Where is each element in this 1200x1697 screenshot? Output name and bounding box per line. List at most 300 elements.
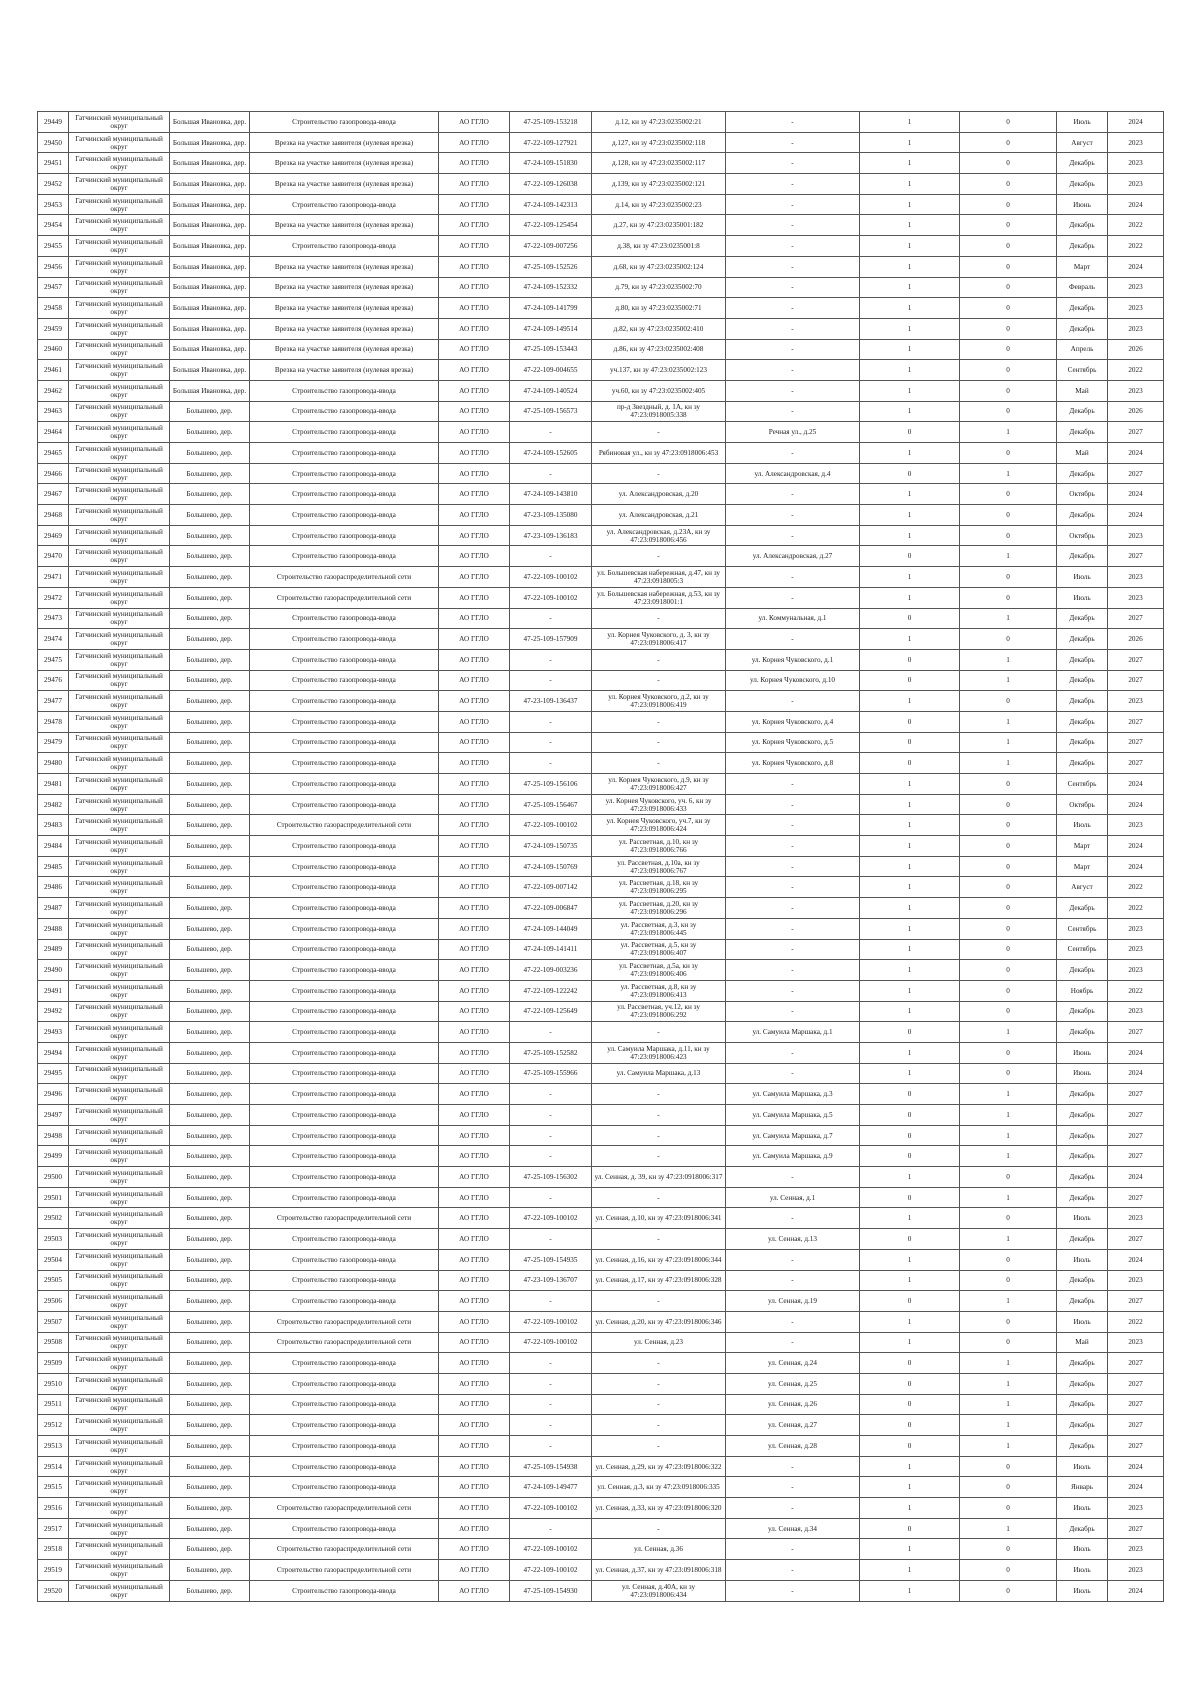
organization-cell: АО ГГЛО xyxy=(439,1456,510,1477)
plot-address-cell: д.86, кн зу 47:23:0235002:408 xyxy=(592,339,726,360)
organization-cell: АО ГГЛО xyxy=(439,836,510,857)
organization-cell: АО ГГЛО xyxy=(439,1249,510,1270)
table-row xyxy=(38,1229,1164,1250)
organization-cell: АО ГГЛО xyxy=(439,132,510,153)
plot-address-cell: д.82, кн зу 47:23:0235002:410 xyxy=(592,318,726,339)
organization-cell: АО ГГЛО xyxy=(439,1518,510,1539)
row-number-cell: 29498 xyxy=(38,1125,69,1146)
work-type-cell: Строительство газопровода-ввода xyxy=(250,112,439,133)
count-1-cell: 1 xyxy=(860,380,960,401)
month-cell: Июль xyxy=(1057,1539,1108,1560)
plot-address-cell: д.139, кн зу 47:23:0235002:121 xyxy=(592,174,726,195)
settlement-cell: Большево, дер. xyxy=(170,1167,250,1188)
count-2-cell: 1 xyxy=(960,1084,1057,1105)
count-2-cell: 0 xyxy=(960,691,1057,712)
cadastral-number-cell: 47-24-109-140524 xyxy=(510,380,592,401)
settlement-cell: Большево, дер. xyxy=(170,608,250,629)
address-cell: ул. Сенная, д.34 xyxy=(726,1518,860,1539)
year-cell: 2023 xyxy=(1108,153,1164,174)
plot-address-cell: ул. Самуила Маршака, д.11, кн зу 47:23:0918006:423 xyxy=(592,1042,726,1063)
settlement-cell: Большая Ивановка, дер. xyxy=(170,174,250,195)
month-cell: Декабрь xyxy=(1057,153,1108,174)
cadastral-number-cell: 47-23-109-136437 xyxy=(510,691,592,712)
table-row xyxy=(38,1146,1164,1167)
count-1-cell: 1 xyxy=(860,918,960,939)
plot-address-cell: ул. Сенная, д.10, кн зу 47:23:0918006:341 xyxy=(592,1208,726,1229)
organization-cell: АО ГГЛО xyxy=(439,567,510,588)
cadastral-number-cell: 47-22-109-125454 xyxy=(510,215,592,236)
settlement-cell: Большево, дер. xyxy=(170,691,250,712)
work-type-cell: Строительство газопровода-ввода xyxy=(250,422,439,443)
district-cell: Гатчинский муниципальный округ xyxy=(69,1311,170,1332)
plot-address-cell: - xyxy=(592,1394,726,1415)
settlement-cell: Большево, дер. xyxy=(170,753,250,774)
table-row xyxy=(38,1394,1164,1415)
settlement-cell: Большево, дер. xyxy=(170,877,250,898)
work-type-cell: Строительство газопровода-ввода xyxy=(250,649,439,670)
table-row xyxy=(38,1518,1164,1539)
table-row xyxy=(38,1291,1164,1312)
table-row xyxy=(38,215,1164,236)
address-cell: - xyxy=(726,691,860,712)
plot-address-cell: - xyxy=(592,711,726,732)
address-cell: - xyxy=(726,174,860,195)
year-cell: 2026 xyxy=(1108,401,1164,422)
year-cell: 2027 xyxy=(1108,1436,1164,1457)
cadastral-number-cell: - xyxy=(510,1436,592,1457)
plot-address-cell: ул. Сенная, д.36 xyxy=(592,1539,726,1560)
district-cell: Гатчинский муниципальный округ xyxy=(69,1125,170,1146)
count-1-cell: 1 xyxy=(860,1270,960,1291)
count-2-cell: 0 xyxy=(960,567,1057,588)
district-cell: Гатчинский муниципальный округ xyxy=(69,1373,170,1394)
plot-address-cell: ул. Большевская набережная, д.53, кн зу 47:23:0918001:1 xyxy=(592,587,726,608)
year-cell: 2022 xyxy=(1108,877,1164,898)
year-cell: 2024 xyxy=(1108,1249,1164,1270)
count-1-cell: 1 xyxy=(860,256,960,277)
work-type-cell: Строительство газопровода-ввода xyxy=(250,1187,439,1208)
row-number-cell: 29507 xyxy=(38,1311,69,1332)
organization-cell: АО ГГЛО xyxy=(439,1229,510,1250)
count-1-cell: 1 xyxy=(860,1042,960,1063)
district-cell: Гатчинский муниципальный округ xyxy=(69,753,170,774)
row-number-cell: 29489 xyxy=(38,939,69,960)
organization-cell: АО ГГЛО xyxy=(439,587,510,608)
table-row xyxy=(38,1084,1164,1105)
month-cell: Июнь xyxy=(1057,1063,1108,1084)
count-1-cell: 1 xyxy=(860,215,960,236)
year-cell: 2027 xyxy=(1108,732,1164,753)
organization-cell: АО ГГЛО xyxy=(439,112,510,133)
count-1-cell: 0 xyxy=(860,608,960,629)
settlement-cell: Большая Ивановка, дер. xyxy=(170,132,250,153)
year-cell: 2027 xyxy=(1108,711,1164,732)
count-2-cell: 1 xyxy=(960,1518,1057,1539)
work-type-cell: Строительство газопровода-ввода xyxy=(250,794,439,815)
table-row xyxy=(38,1332,1164,1353)
table-row xyxy=(38,422,1164,443)
district-cell: Гатчинский муниципальный округ xyxy=(69,567,170,588)
work-type-cell: Строительство газопровода-ввода xyxy=(250,629,439,650)
cadastral-number-cell: 47-22-109-100102 xyxy=(510,1208,592,1229)
address-cell: - xyxy=(726,980,860,1001)
year-cell: 2027 xyxy=(1108,1518,1164,1539)
plot-address-cell: ул. Рассветная, д.10а, кн зу 47:23:0918006:767 xyxy=(592,856,726,877)
cadastral-number-cell: - xyxy=(510,1146,592,1167)
row-number-cell: 29484 xyxy=(38,836,69,857)
year-cell: 2023 xyxy=(1108,587,1164,608)
table-row xyxy=(38,1415,1164,1436)
count-2-cell: 0 xyxy=(960,815,1057,836)
settlement-cell: Большево, дер. xyxy=(170,918,250,939)
year-cell: 2026 xyxy=(1108,629,1164,650)
year-cell: 2023 xyxy=(1108,960,1164,981)
month-cell: Декабрь xyxy=(1057,1415,1108,1436)
table-row xyxy=(38,277,1164,298)
cadastral-number-cell: 47-22-109-100102 xyxy=(510,1560,592,1581)
address-cell: - xyxy=(726,194,860,215)
cadastral-number-cell: 47-24-109-152332 xyxy=(510,277,592,298)
count-2-cell: 0 xyxy=(960,277,1057,298)
row-number-cell: 29472 xyxy=(38,587,69,608)
work-type-cell: Строительство газопровода-ввода xyxy=(250,1001,439,1022)
address-cell: - xyxy=(726,918,860,939)
table-row xyxy=(38,670,1164,691)
count-2-cell: 0 xyxy=(960,587,1057,608)
count-2-cell: 0 xyxy=(960,794,1057,815)
cadastral-number-cell: 47-22-109-100102 xyxy=(510,1539,592,1560)
row-number-cell: 29475 xyxy=(38,649,69,670)
district-cell: Гатчинский муниципальный округ xyxy=(69,774,170,795)
organization-cell: АО ГГЛО xyxy=(439,1063,510,1084)
district-cell: Гатчинский муниципальный округ xyxy=(69,918,170,939)
row-number-cell: 29479 xyxy=(38,732,69,753)
organization-cell: АО ГГЛО xyxy=(439,649,510,670)
work-type-cell: Строительство газопровода-ввода xyxy=(250,711,439,732)
year-cell: 2023 xyxy=(1108,1270,1164,1291)
cadastral-number-cell: 47-24-109-149477 xyxy=(510,1477,592,1498)
address-cell: - xyxy=(726,132,860,153)
cadastral-number-cell: 47-22-109-100102 xyxy=(510,1332,592,1353)
month-cell: Декабрь xyxy=(1057,1187,1108,1208)
table-row xyxy=(38,1580,1164,1601)
work-type-cell: Строительство газопровода-ввода xyxy=(250,1125,439,1146)
row-number-cell: 29474 xyxy=(38,629,69,650)
address-cell: - xyxy=(726,629,860,650)
work-type-cell: Строительство газопровода-ввода xyxy=(250,194,439,215)
settlement-cell: Большево, дер. xyxy=(170,670,250,691)
table-row xyxy=(38,1270,1164,1291)
table-row xyxy=(38,256,1164,277)
plot-address-cell: - xyxy=(592,649,726,670)
settlement-cell: Большево, дер. xyxy=(170,463,250,484)
work-type-cell: Врезка на участке заявителя (нулевая врезка) xyxy=(250,360,439,381)
month-cell: Декабрь xyxy=(1057,1291,1108,1312)
cadastral-number-cell: 47-22-109-006847 xyxy=(510,898,592,919)
address-cell: ул. Самуила Маршака, д.5 xyxy=(726,1105,860,1126)
count-2-cell: 0 xyxy=(960,505,1057,526)
settlement-cell: Большево, дер. xyxy=(170,1311,250,1332)
address-cell: - xyxy=(726,567,860,588)
row-number-cell: 29455 xyxy=(38,236,69,257)
work-type-cell: Строительство газопровода-ввода xyxy=(250,1477,439,1498)
address-cell: ул. Сенная, д.26 xyxy=(726,1394,860,1415)
address-cell: - xyxy=(726,505,860,526)
district-cell: Гатчинский муниципальный округ xyxy=(69,277,170,298)
work-type-cell: Врезка на участке заявителя (нулевая врезка) xyxy=(250,174,439,195)
organization-cell: АО ГГЛО xyxy=(439,918,510,939)
district-cell: Гатчинский муниципальный округ xyxy=(69,1332,170,1353)
month-cell: Ноябрь xyxy=(1057,980,1108,1001)
work-type-cell: Врезка на участке заявителя (нулевая врезка) xyxy=(250,318,439,339)
count-1-cell: 1 xyxy=(860,939,960,960)
district-cell: Гатчинский муниципальный округ xyxy=(69,1063,170,1084)
table-row xyxy=(38,918,1164,939)
count-1-cell: 0 xyxy=(860,1146,960,1167)
work-type-cell: Строительство газопровода-ввода xyxy=(250,898,439,919)
address-cell: - xyxy=(726,298,860,319)
count-1-cell: 1 xyxy=(860,629,960,650)
year-cell: 2023 xyxy=(1108,918,1164,939)
year-cell: 2027 xyxy=(1108,670,1164,691)
count-2-cell: 1 xyxy=(960,546,1057,567)
work-type-cell: Строительство газопровода-ввода xyxy=(250,1042,439,1063)
work-type-cell: Строительство газораспределительной сети xyxy=(250,815,439,836)
cadastral-number-cell: 47-24-109-141411 xyxy=(510,939,592,960)
settlement-cell: Большево, дер. xyxy=(170,401,250,422)
table-row xyxy=(38,856,1164,877)
cadastral-number-cell: - xyxy=(510,1291,592,1312)
row-number-cell: 29503 xyxy=(38,1229,69,1250)
plot-address-cell: - xyxy=(592,1187,726,1208)
year-cell: 2027 xyxy=(1108,1394,1164,1415)
settlement-cell: Большая Ивановка, дер. xyxy=(170,380,250,401)
plot-address-cell: ул. Сенная, д.33, кн зу 47:23:0918006:320 xyxy=(592,1498,726,1519)
work-type-cell: Строительство газопровода-ввода xyxy=(250,1146,439,1167)
row-number-cell: 29452 xyxy=(38,174,69,195)
address-cell: - xyxy=(726,256,860,277)
organization-cell: АО ГГЛО xyxy=(439,608,510,629)
settlement-cell: Большево, дер. xyxy=(170,422,250,443)
work-type-cell: Строительство газопровода-ввода xyxy=(250,1084,439,1105)
table-row xyxy=(38,1373,1164,1394)
month-cell: Июль xyxy=(1057,1456,1108,1477)
cadastral-number-cell: - xyxy=(510,732,592,753)
cadastral-number-cell: - xyxy=(510,1187,592,1208)
count-1-cell: 1 xyxy=(860,277,960,298)
address-cell: - xyxy=(726,774,860,795)
plot-address-cell: - xyxy=(592,1518,726,1539)
row-number-cell: 29520 xyxy=(38,1580,69,1601)
year-cell: 2027 xyxy=(1108,422,1164,443)
plot-address-cell: ул. Сенная, д.17, кн зу 47:23:0918006:328 xyxy=(592,1270,726,1291)
plot-address-cell: д.38, кн зу 47:23:0235001:8 xyxy=(592,236,726,257)
year-cell: 2022 xyxy=(1108,1311,1164,1332)
cadastral-number-cell: 47-25-109-156106 xyxy=(510,774,592,795)
settlement-cell: Большево, дер. xyxy=(170,1001,250,1022)
district-cell: Гатчинский муниципальный округ xyxy=(69,298,170,319)
organization-cell: АО ГГЛО xyxy=(439,1146,510,1167)
count-2-cell: 1 xyxy=(960,1373,1057,1394)
address-cell: ул. Александровская, д.4 xyxy=(726,463,860,484)
month-cell: Март xyxy=(1057,256,1108,277)
address-cell: - xyxy=(726,877,860,898)
row-number-cell: 29454 xyxy=(38,215,69,236)
year-cell: 2026 xyxy=(1108,339,1164,360)
row-number-cell: 29457 xyxy=(38,277,69,298)
count-1-cell: 1 xyxy=(860,774,960,795)
table-row xyxy=(38,525,1164,546)
count-1-cell: 1 xyxy=(860,567,960,588)
district-cell: Гатчинский муниципальный округ xyxy=(69,711,170,732)
count-2-cell: 0 xyxy=(960,256,1057,277)
count-1-cell: 0 xyxy=(860,1187,960,1208)
organization-cell: АО ГГЛО xyxy=(439,980,510,1001)
organization-cell: АО ГГЛО xyxy=(439,856,510,877)
district-cell: Гатчинский муниципальный округ xyxy=(69,1187,170,1208)
settlement-cell: Большая Ивановка, дер. xyxy=(170,298,250,319)
settlement-cell: Большая Ивановка, дер. xyxy=(170,194,250,215)
table-row xyxy=(38,546,1164,567)
settlement-cell: Большево, дер. xyxy=(170,1146,250,1167)
address-cell: ул. Александровская, д.27 xyxy=(726,546,860,567)
cadastral-number-cell: 47-25-109-152526 xyxy=(510,256,592,277)
address-cell: - xyxy=(726,815,860,836)
address-cell: - xyxy=(726,1311,860,1332)
row-number-cell: 29506 xyxy=(38,1291,69,1312)
row-number-cell: 29495 xyxy=(38,1063,69,1084)
month-cell: Декабрь xyxy=(1057,1146,1108,1167)
count-2-cell: 0 xyxy=(960,380,1057,401)
month-cell: Октябрь xyxy=(1057,525,1108,546)
count-2-cell: 0 xyxy=(960,174,1057,195)
table-row xyxy=(38,1022,1164,1043)
year-cell: 2027 xyxy=(1108,1084,1164,1105)
year-cell: 2024 xyxy=(1108,1580,1164,1601)
month-cell: Декабрь xyxy=(1057,1167,1108,1188)
count-1-cell: 1 xyxy=(860,587,960,608)
plot-address-cell: Рябиновая ул., кн зу 47:23:0918006:453 xyxy=(592,443,726,464)
count-1-cell: 1 xyxy=(860,112,960,133)
table-row xyxy=(38,1042,1164,1063)
settlement-cell: Большево, дер. xyxy=(170,1208,250,1229)
organization-cell: АО ГГЛО xyxy=(439,753,510,774)
count-2-cell: 1 xyxy=(960,608,1057,629)
count-1-cell: 1 xyxy=(860,1208,960,1229)
work-type-cell: Врезка на участке заявителя (нулевая врезка) xyxy=(250,215,439,236)
count-1-cell: 1 xyxy=(860,856,960,877)
row-number-cell: 29516 xyxy=(38,1498,69,1519)
year-cell: 2024 xyxy=(1108,194,1164,215)
work-type-cell: Строительство газораспределительной сети xyxy=(250,567,439,588)
organization-cell: АО ГГЛО xyxy=(439,153,510,174)
work-type-cell: Строительство газопровода-ввода xyxy=(250,856,439,877)
table-row xyxy=(38,174,1164,195)
row-number-cell: 29460 xyxy=(38,339,69,360)
count-2-cell: 1 xyxy=(960,1105,1057,1126)
address-cell: - xyxy=(726,856,860,877)
year-cell: 2022 xyxy=(1108,898,1164,919)
table-row xyxy=(38,587,1164,608)
plot-address-cell: ул. Большевская набережная, д.47, кн зу 47:23:0918005:3 xyxy=(592,567,726,588)
district-cell: Гатчинский муниципальный округ xyxy=(69,1560,170,1581)
count-2-cell: 1 xyxy=(960,422,1057,443)
district-cell: Гатчинский муниципальный округ xyxy=(69,649,170,670)
district-cell: Гатчинский муниципальный округ xyxy=(69,443,170,464)
organization-cell: АО ГГЛО xyxy=(439,546,510,567)
cadastral-number-cell: - xyxy=(510,711,592,732)
address-cell: ул. Корнея Чуковского, д.1 xyxy=(726,649,860,670)
count-2-cell: 0 xyxy=(960,774,1057,795)
count-1-cell: 1 xyxy=(860,1063,960,1084)
district-cell: Гатчинский муниципальный округ xyxy=(69,1415,170,1436)
district-cell: Гатчинский муниципальный округ xyxy=(69,1208,170,1229)
table-row xyxy=(38,1311,1164,1332)
year-cell: 2023 xyxy=(1108,132,1164,153)
count-2-cell: 0 xyxy=(960,1580,1057,1601)
table-row xyxy=(38,567,1164,588)
work-type-cell: Строительство газопровода-ввода xyxy=(250,939,439,960)
address-cell: ул. Сенная, д.13 xyxy=(726,1229,860,1250)
settlement-cell: Большая Ивановка, дер. xyxy=(170,339,250,360)
settlement-cell: Большево, дер. xyxy=(170,1580,250,1601)
count-2-cell: 1 xyxy=(960,1229,1057,1250)
work-type-cell: Строительство газопровода-ввода xyxy=(250,1105,439,1126)
month-cell: Сентябрь xyxy=(1057,918,1108,939)
plot-address-cell: ул. Сенная, д.3, кн зу 47:23:0918006:335 xyxy=(592,1477,726,1498)
address-cell: ул. Самуила Маршака, д.3 xyxy=(726,1084,860,1105)
address-cell: - xyxy=(726,153,860,174)
plot-address-cell: ул. Сенная, д.29, кн зу 47:23:0918006:322 xyxy=(592,1456,726,1477)
count-1-cell: 0 xyxy=(860,1022,960,1043)
work-type-cell: Строительство газопровода-ввода xyxy=(250,1353,439,1374)
count-1-cell: 0 xyxy=(860,753,960,774)
plot-address-cell: ул. Рассветная, д.3, кн зу 47:23:0918006:445 xyxy=(592,918,726,939)
work-type-cell: Строительство газопровода-ввода xyxy=(250,1167,439,1188)
year-cell: 2027 xyxy=(1108,546,1164,567)
month-cell: Июль xyxy=(1057,587,1108,608)
work-type-cell: Строительство газопровода-ввода xyxy=(250,980,439,1001)
row-number-cell: 29483 xyxy=(38,815,69,836)
work-type-cell: Строительство газопровода-ввода xyxy=(250,1580,439,1601)
organization-cell: АО ГГЛО xyxy=(439,1373,510,1394)
count-2-cell: 0 xyxy=(960,153,1057,174)
table-row xyxy=(38,132,1164,153)
address-cell: ул. Сенная, д.24 xyxy=(726,1353,860,1374)
address-cell: ул. Коммунальная, д.1 xyxy=(726,608,860,629)
cadastral-number-cell: - xyxy=(510,753,592,774)
organization-cell: АО ГГЛО xyxy=(439,1001,510,1022)
plot-address-cell: ул. Корнея Чуковского, уч. 6, кн зу 47:23:0918006:433 xyxy=(592,794,726,815)
count-2-cell: 1 xyxy=(960,1353,1057,1374)
district-cell: Гатчинский муниципальный округ xyxy=(69,1456,170,1477)
year-cell: 2023 xyxy=(1108,277,1164,298)
settlement-cell: Большево, дер. xyxy=(170,525,250,546)
organization-cell: АО ГГЛО xyxy=(439,1539,510,1560)
organization-cell: АО ГГЛО xyxy=(439,360,510,381)
address-cell: ул. Сенная, д.1 xyxy=(726,1187,860,1208)
cadastral-number-cell: - xyxy=(510,1394,592,1415)
table-row xyxy=(38,1249,1164,1270)
organization-cell: АО ГГЛО xyxy=(439,443,510,464)
count-2-cell: 0 xyxy=(960,484,1057,505)
count-2-cell: 1 xyxy=(960,1022,1057,1043)
month-cell: Декабрь xyxy=(1057,691,1108,712)
count-2-cell: 0 xyxy=(960,629,1057,650)
plot-address-cell: - xyxy=(592,422,726,443)
row-number-cell: 29469 xyxy=(38,525,69,546)
row-number-cell: 29463 xyxy=(38,401,69,422)
